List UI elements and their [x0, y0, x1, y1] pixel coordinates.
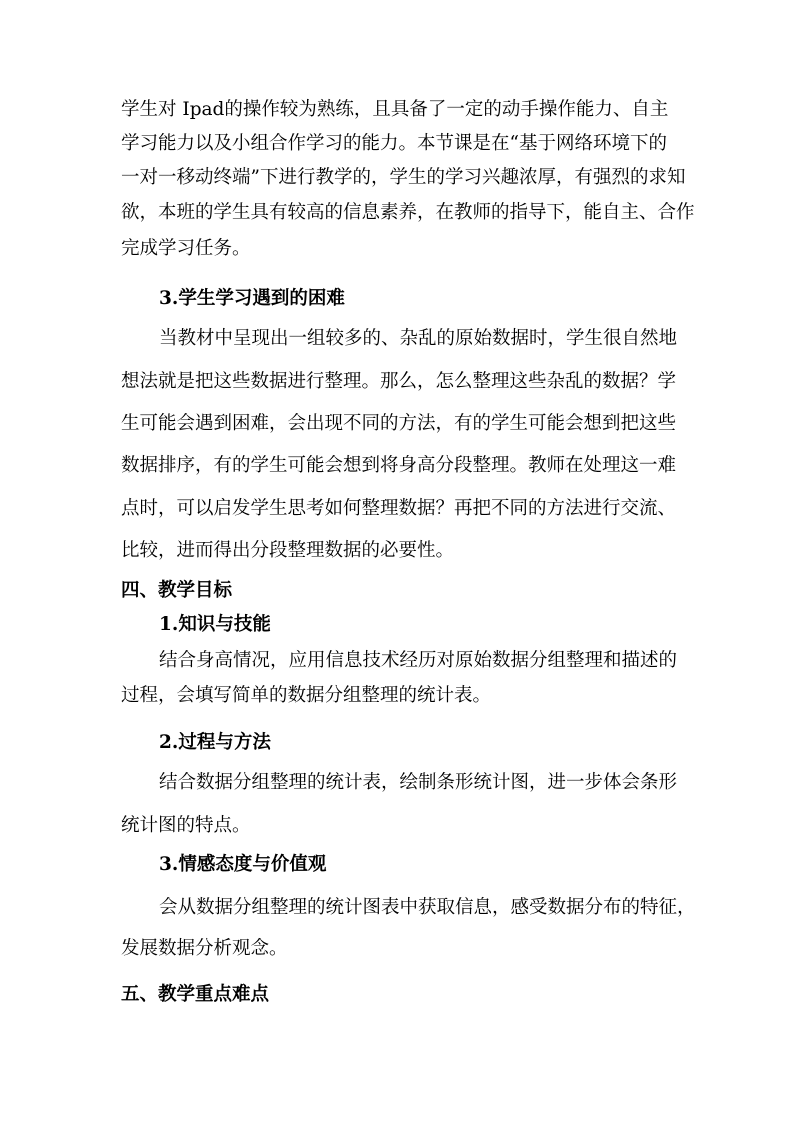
subsection-heading: 2.过程与方法	[159, 732, 271, 753]
section-heading: 四、教学目标	[121, 580, 233, 601]
paragraph-line: 欲，本班的学生具有较高的信息素养，在教师的指导下，能自主、合作	[121, 202, 695, 223]
paragraph-line: 完成学习任务。	[121, 238, 251, 259]
subsection-heading: 1.知识与技能	[159, 614, 271, 635]
paragraph-line: 点时，可以启发学生思考如何整理数据？再把不同的方法进行交流、	[121, 498, 677, 519]
paragraph-line: 过程，会填写简单的数据分组整理的统计表。	[121, 685, 492, 706]
section-heading: 五、教学重点难点	[121, 984, 270, 1005]
paragraph-line: 一对一移动终端”下进行教学的，学生的学习兴趣浓厚，有强烈的求知	[121, 167, 686, 188]
paragraph-line: 想法就是把这些数据进行整理。那么，怎么整理这些杂乱的数据？学	[121, 371, 677, 392]
subsection-heading: 3.情感态度与价值观	[159, 854, 327, 875]
paragraph-line: 学习能力以及小组合作学习的能力。本节课是在“基于网络环境下的	[121, 133, 667, 154]
paragraph-line: 结合身高情况，应用信息技术经历对原始数据分组整理和描述的	[159, 650, 678, 671]
paragraph-line: 结合数据分组整理的统计表，绘制条形统计图，进一步体会条形	[159, 772, 678, 793]
paragraph-line: 发展数据分析观念。	[121, 938, 288, 959]
paragraph-line: 生可能会遇到困难，会出现不同的方法，有的学生可能会想到把这些	[121, 413, 677, 434]
paragraph-line: 比较，进而得出分段整理数据的必要性。	[121, 540, 455, 561]
subsection-heading: 3.学生学习遇到的困难	[159, 288, 345, 309]
paragraph-line: 数据排序，有的学生可能会想到将身高分段整理。教师在处理这一难	[121, 455, 677, 476]
paragraph-line: 当教材中呈现出一组较多的、杂乱的原始数据时，学生很自然地	[159, 328, 678, 349]
paragraph-line: 会从数据分组整理的统计图表中获取信息，感受数据分布的特征，	[159, 897, 696, 918]
paragraph-line: 统计图的特点。	[121, 815, 251, 836]
paragraph-line: 学生对 Ipad的操作较为熟练，且具备了一定的动手操作能力、自主	[121, 99, 669, 120]
